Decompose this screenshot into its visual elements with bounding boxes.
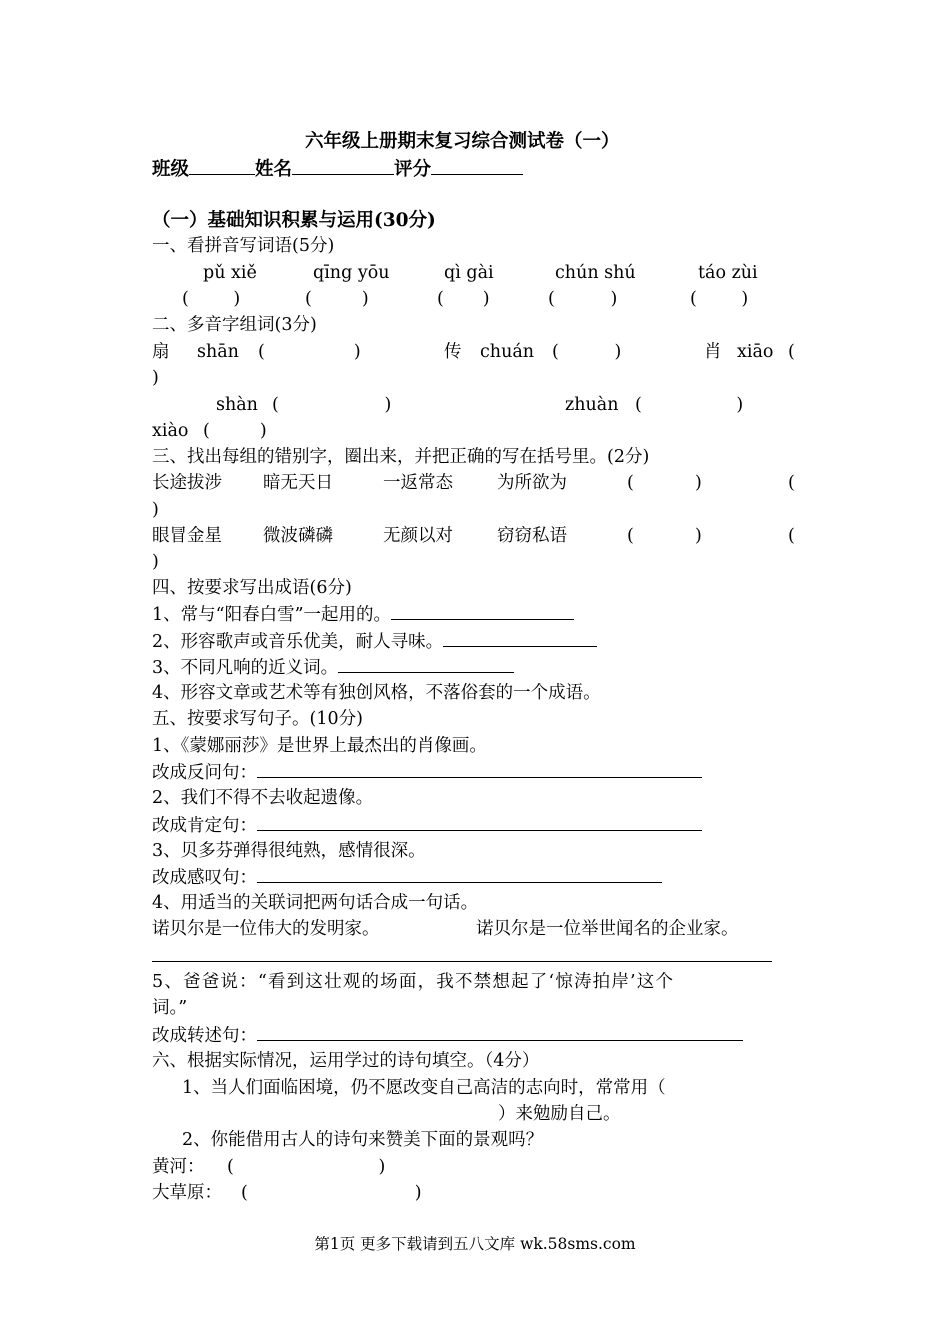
pinyin-xiao1: xiāo <box>737 342 774 362</box>
q5-task-1: 改成反问句： <box>152 761 702 784</box>
pinyin-shan4: shàn <box>216 395 258 415</box>
answer-parens[interactable]: ( ) <box>227 1157 386 1177</box>
answer-parens[interactable]: ( ) <box>627 526 702 546</box>
char-1: 扇 <box>152 342 170 362</box>
q4-item-1: 1、常与“阳春白雪”一起用的。 <box>152 603 574 626</box>
answer-parens-3[interactable]: ( ) <box>437 289 490 309</box>
char-3: 肖 <box>704 342 722 362</box>
pinyin-shan1: shān <box>197 342 239 362</box>
q5-sentence-1: 1、《蒙娜丽莎》是世界上最杰出的肖像画。 <box>152 736 487 756</box>
student-info-row <box>152 158 523 181</box>
q5-task-2: 改成肯定句： <box>152 814 702 837</box>
name-label: 姓名 <box>255 159 293 180</box>
answer-parens-close[interactable]: ) <box>152 500 159 520</box>
page-title: 六年级上册期末复习综合测试卷（一） <box>305 131 620 152</box>
pinyin-chuan: chuán <box>480 342 535 362</box>
pinyin-1: pǔ xiě <box>203 263 257 283</box>
q5-sentence-5: 5、爸爸说：“看到这壮观的场面，我不禁想起了‘惊涛拍岸’这个 <box>152 972 675 992</box>
q5-sentence-5-cont: 词。” <box>152 998 188 1018</box>
name-blank[interactable] <box>292 158 394 175</box>
answer-parens-2[interactable]: ( ) <box>305 289 369 309</box>
score-blank[interactable] <box>431 158 523 175</box>
pinyin-xiao4: xiào <box>152 421 189 441</box>
answer-parens[interactable]: ( ) <box>627 473 702 493</box>
pinyin-3: qì gài <box>444 263 494 283</box>
answer-parens-close[interactable]: ) <box>152 552 159 572</box>
section-heading: （一）基础知识积累与运用(30分) <box>152 210 436 231</box>
page-footer: 第1页 更多下载请到五八文库 wk.58sms.com <box>314 1235 636 1253</box>
answer-blank[interactable] <box>338 656 514 673</box>
answer-parens-open[interactable]: ( <box>788 342 795 362</box>
q4-title: 四、按要求写出成语(6分) <box>152 578 352 598</box>
answer-parens-open[interactable]: ( <box>788 473 795 493</box>
idiom: 无颜以对 <box>383 526 453 546</box>
answer-blank[interactable] <box>443 630 597 647</box>
answer-parens-close[interactable]: ) <box>152 368 159 388</box>
q5-s4-part-b: 诺贝尔是一位举世闻名的企业家。 <box>476 919 739 939</box>
q5-sentence-4: 4、用适当的关联词把两句话合成一句话。 <box>152 893 479 913</box>
q4-item-2: 2、形容歌声或音乐优美，耐人寻味。 <box>152 630 597 653</box>
q3-title: 三、找出每组的错别字，圈出来，并把正确的写在括号里。(2分) <box>152 447 650 467</box>
answer-parens[interactable]: ( ) <box>258 342 361 362</box>
pinyin-2: qīng yōu <box>313 263 390 283</box>
answer-parens[interactable]: ( ) <box>272 395 392 415</box>
q6-item-1: 1、当人们面临困境，仍不愿改变自己高洁的志向时，常常用（ <box>182 1078 666 1098</box>
q5-title: 五、按要求写句子。(10分) <box>152 709 363 729</box>
pinyin-4: chún shú <box>555 263 636 283</box>
answer-parens-4[interactable]: ( ) <box>548 289 618 309</box>
answer-line[interactable] <box>152 961 772 962</box>
answer-blank[interactable] <box>391 603 574 620</box>
idiom: 眼冒金星 <box>152 526 222 546</box>
answer-parens-1[interactable]: ( ) <box>182 289 241 309</box>
idiom: 窃窃私语 <box>497 526 567 546</box>
q4-item-4: 4、形容文章或艺术等有独创风格，不落俗套的一个成语。 <box>152 683 601 703</box>
answer-parens[interactable]: ( ) <box>203 421 267 441</box>
idiom: 微波磷磷 <box>263 526 333 546</box>
answer-line[interactable] <box>257 1024 743 1041</box>
q2-title: 二、多音字组词(3分) <box>152 315 317 335</box>
q5-sentence-3: 3、贝多芬弹得很纯熟，感情很深。 <box>152 841 426 861</box>
q6-item-2: 2、你能借用古人的诗句来赞美下面的景观吗？ <box>182 1130 544 1150</box>
pinyin-5: táo zùi <box>698 263 758 283</box>
char-2: 传 <box>444 342 462 362</box>
idiom: 暗无天日 <box>263 473 333 493</box>
q4-item-3: 3、不同凡响的近义词。 <box>152 656 514 679</box>
answer-line[interactable] <box>257 761 702 778</box>
q5-task-3: 改成感叹句： <box>152 866 662 889</box>
answer-parens[interactable]: ( ) <box>552 342 622 362</box>
q5-task-5: 改成转述句： <box>152 1024 743 1047</box>
score-label: 评分 <box>394 159 432 180</box>
q6-item-1-end: ）来勉励自己。 <box>498 1104 621 1124</box>
grassland-label: 大草原： <box>152 1183 222 1203</box>
answer-line[interactable] <box>257 866 662 883</box>
q1-title: 一、看拼音写词语(5分) <box>152 236 335 256</box>
answer-parens[interactable]: ( ) <box>635 395 744 415</box>
answer-parens[interactable]: ( ) <box>241 1183 422 1203</box>
answer-line[interactable] <box>257 814 702 831</box>
q5-s4-part-a: 诺贝尔是一位伟大的发明家。 <box>152 919 380 939</box>
idiom: 一返常态 <box>383 473 453 493</box>
yellow-river-label: 黄河： <box>152 1157 205 1177</box>
idiom: 长途拔涉 <box>152 473 222 493</box>
answer-parens-open[interactable]: ( <box>788 526 795 546</box>
q6-title: 六、根据实际情况，运用学过的诗句填空。（4分） <box>152 1051 540 1071</box>
pinyin-zhuan: zhuàn <box>565 395 619 415</box>
class-label: 班级 <box>152 159 190 180</box>
class-blank[interactable] <box>189 158 255 175</box>
q5-sentence-2: 2、我们不得不去收起遗像。 <box>152 788 374 808</box>
answer-parens-5[interactable]: ( ) <box>690 289 749 309</box>
idiom: 为所欲为 <box>497 473 567 493</box>
